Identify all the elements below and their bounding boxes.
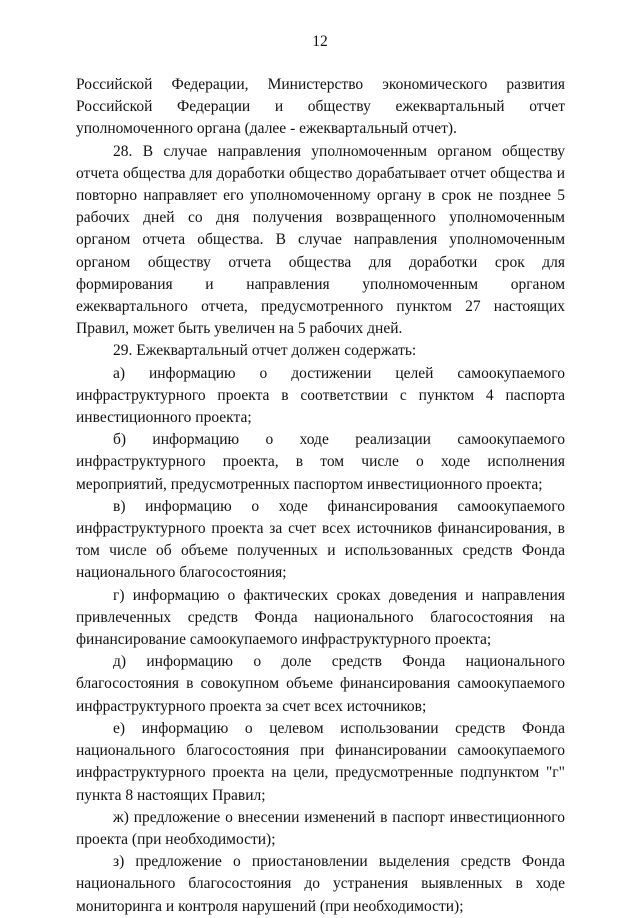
subitem-z: з) предложение о приостановлении выделения средств Фонда национального благосостояния до устранения выявленных в ходе мониторинга и контроля нарушений (при необходимости); xyxy=(76,853,565,915)
subitem-zh: ж) предложение о внесении изменений в паспорт инвестиционного проекта (при необходимости); xyxy=(76,808,565,848)
subitem-b: б) информацию о ходе реализации самоокупаемого инфраструктурного проекта, в том числе о ходе исполнения мероприятий, предусмотренных паспортом инвестиционного проекта; xyxy=(76,431,565,493)
subitem-v: в) информацию о ходе финансирования самоокупаемого инфраструктурного проекта за счет всех источников финансирования, в том числе об объеме полученных и использованных средств Фонда национального благосостояния; xyxy=(76,497,565,582)
paragraph-continuation: Российской Федерации, Министерство экономического развития Российской Федерации и обществу ежеквартальный отчет уполномоченного органа (далее - ежеквартальный отчет). xyxy=(76,76,565,138)
document-body xyxy=(76,74,565,918)
subitem-g: г) информацию о фактических сроках доведения и направления привлеченных средств Фонда национального благосостояния на финансирование самоокупаемого инфраструктурного проекта; xyxy=(76,586,565,649)
paragraph-item-28: 28. В случае направления уполномоченным органом обществу отчета общества для доработки общество дорабатывает отчет общества и повторно направляет его уполномоченному органу в срок не позднее 5 рабочих дней со дня получения возвращенного уполномоченным органом отчета общества. В случае направления уполномоченным органом обществу отчета общества для доработки срок для формирования и направления уполномоченным органом ежеквартального отчета, предусмотренного пунктом 27 настоящих Правил, может быть увеличен на 5 рабочих дней. xyxy=(76,142,565,338)
page-number: 12 xyxy=(312,33,328,50)
paragraph-item-29: 29. Ежеквартальный отчет должен содержать: xyxy=(113,342,417,360)
subitem-a: а) информацию о достижении целей самоокупаемого инфраструктурного проекта в соответствии с пунктом 4 паспорта инвестиционного проекта; xyxy=(76,364,565,427)
subitem-e: е) информацию о целевом использовании средств Фонда национального благосостояния при финансировании самоокупаемого инфраструктурного проекта на цели, предусмотренные подпунктом "г" пункта 8 настоящих Правил; xyxy=(76,719,565,804)
subitem-d: д) информацию о доле средств Фонда национального благосостояния в совокупном объеме финансирования самоокупаемого инфраструктурного проекта за счет всех источников; xyxy=(76,653,565,715)
